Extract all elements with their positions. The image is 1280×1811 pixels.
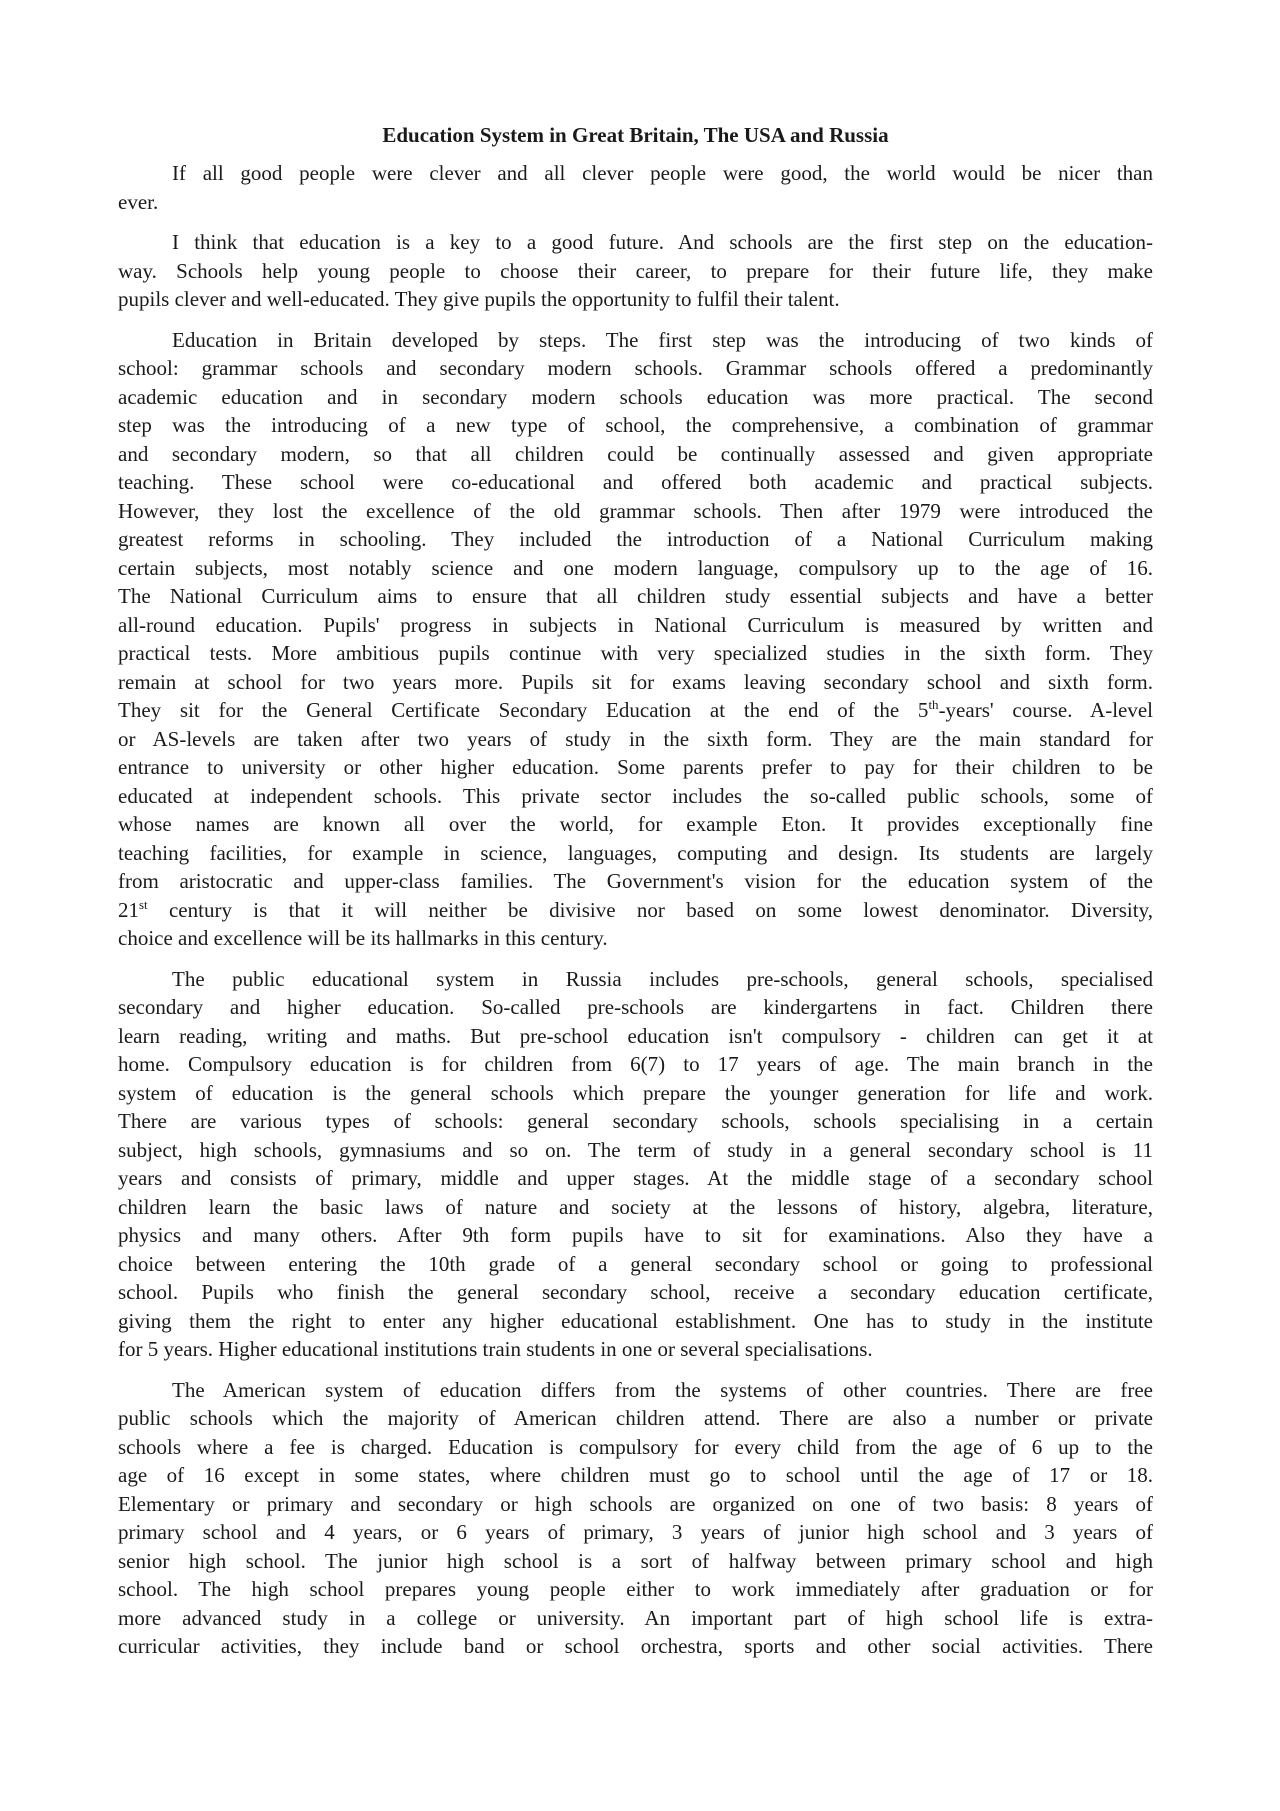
text-line: educated at independent schools. This private sector includes the so-called public schools, some of xyxy=(118,783,1153,808)
text-line: greatest reforms in schooling. They included the introduction of a National Curriculum making xyxy=(118,527,1153,551)
text-line: remain at school for two years more. Pupils sit for exams leaving secondary school and sixth form. xyxy=(118,669,1153,694)
text-line: home. Compulsory education is for children from 6(7) to 17 years of age. The main branch in the xyxy=(118,1052,1153,1076)
text-line: teaching facilities, for example in science, languages, computing and design. Its students are largely xyxy=(118,840,1153,865)
text-line: If all good people were clever and all clever people were good, the world would be nicer than xyxy=(172,161,1153,185)
text-line: I think that education is a key to a good future. And schools are the first step on the education- xyxy=(172,230,1153,254)
paragraph xyxy=(118,326,1153,953)
text-segment: 21 xyxy=(118,897,139,922)
text-line: school. Pupils who finish the general secondary school, receive a secondary education certificate, xyxy=(118,1280,1153,1304)
text-segment: -years' course. A-level xyxy=(938,698,1154,722)
text-line: children learn the basic laws of nature and society at the lessons of history, algebra, literature, xyxy=(118,1194,1153,1219)
text-line: public schools which the majority of American children attend. There are also a number or private xyxy=(118,1406,1153,1430)
text-line: whose names are known all over the world, for example Eton. It provides exceptionally fine xyxy=(118,812,1153,836)
text-line: system of education is the general schools which prepare the younger generation for life and work. xyxy=(118,1080,1153,1105)
text-line: and secondary modern, so that all children could be continually assessed and given appropriate xyxy=(118,441,1153,466)
text-line: entrance to university or other higher education. Some parents prefer to pay for their children to be xyxy=(118,755,1153,779)
text-line: school. The high school prepares young people either to work immediately after graduation or for xyxy=(118,1577,1153,1601)
text-line: choice and excellence will be its hallmarks in this century. xyxy=(118,926,608,950)
text-line: for 5 years. Higher educational institutions train students in one or several specialisations. xyxy=(118,1337,873,1361)
text-line: giving them the right to enter any higher educational establishment. One has to study in the institute xyxy=(118,1308,1153,1333)
superscript: th xyxy=(928,697,939,712)
text-line: The National Curriculum aims to ensure that all children study essential subjects and have a better xyxy=(118,584,1153,608)
text-line: way. Schools help young people to choose their career, to prepare for their future life, they make xyxy=(118,258,1153,283)
text-line: subject, high schools, gymnasiums and so on. The term of study in a general secondary school is 11 xyxy=(118,1137,1153,1162)
text-line: school: grammar schools and secondary modern schools. Grammar schools offered a predominantly xyxy=(118,356,1153,380)
text-line: The American system of education differs from the systems of other countries. There are free xyxy=(172,1377,1153,1402)
text-line: secondary and higher education. So-called pre-schools are kindergartens in fact. Children there xyxy=(118,995,1153,1019)
text-line: pupils clever and well-educated. They give pupils the opportunity to fulfil their talent. xyxy=(118,287,840,311)
text-line: certain subjects, most notably science and one modern language, compulsory up to the age of 16. xyxy=(118,555,1153,580)
text-line: age of 16 except in some states, where children must go to school until the age of 17 or 18. xyxy=(118,1463,1153,1487)
text-line: physics and many others. After 9th form pupils have to sit for examinations. Also they have a xyxy=(118,1223,1153,1247)
paragraph xyxy=(118,965,1153,1364)
text-line: all-round education. Pupils' progress in subjects in National Curriculum is measured by written and xyxy=(118,612,1153,637)
text-line: The public educational system in Russia includes pre-schools, general schools, specialised xyxy=(172,966,1153,991)
text-line: from aristocratic and upper-class families. The Government's vision for the education system of the xyxy=(118,869,1153,893)
text-line: academic education and in secondary modern schools education was more practical. The second xyxy=(118,384,1153,409)
text-line xyxy=(118,696,1153,725)
text-line: primary school and 4 years, or 6 years of primary, 3 years of junior high school and 3 years of xyxy=(118,1520,1153,1544)
text-line: choice between entering the 10th grade of a general secondary school or going to professional xyxy=(118,1251,1153,1276)
text-line: schools where a fee is charged. Education is compulsory for every child from the age of 6 up to the xyxy=(118,1434,1153,1459)
text-segment: century is that it will neither be divisive nor based on some lowest denominator. Diversity, xyxy=(147,897,1153,922)
text-line: years and consists of primary, middle and upper stages. At the middle stage of a secondary school xyxy=(118,1166,1153,1190)
text-line: There are various types of schools: general secondary schools, schools specialising in a certain xyxy=(118,1109,1153,1133)
text-line: learn reading, writing and maths. But pre-school education isn't compulsory - children can get it at xyxy=(118,1023,1153,1048)
text-line: Elementary or primary and secondary or high schools are organized on one of two basis: 8 years of xyxy=(118,1491,1153,1516)
text-line: curricular activities, they include band or school orchestra, sports and other social activities. There xyxy=(118,1634,1153,1658)
document-body xyxy=(118,159,1153,1661)
text-line xyxy=(118,896,1153,925)
text-line: ever. xyxy=(118,189,159,214)
text-line: However, they lost the excellence of the old grammar schools. Then after 1979 were introduced the xyxy=(118,498,1153,523)
text-line: step was the introducing of a new type of school, the comprehensive, a combination of grammar xyxy=(118,413,1153,437)
text-line: more advanced study in a college or university. An important part of high school life is extra- xyxy=(118,1605,1153,1630)
text-line: teaching. These school were co-educational and offered both academic and practical subjects. xyxy=(118,470,1153,494)
text-line: senior high school. The junior high school is a sort of halfway between primary school and high xyxy=(118,1548,1153,1573)
text-line: practical tests. More ambitious pupils continue with very specialized studies in the sixth form. They xyxy=(118,641,1153,665)
paragraph xyxy=(118,228,1153,314)
paragraph xyxy=(118,1376,1153,1661)
paragraph xyxy=(118,159,1153,216)
document-title: Education System in Great Britain, The USA and Russia xyxy=(382,123,889,147)
superscript: st xyxy=(139,896,148,912)
text-segment: They sit for the General Certificate Secondary Education at the end of the 5 xyxy=(118,698,929,722)
text-line: Education in Britain developed by steps. The first step was the introducing of two kinds of xyxy=(172,327,1153,352)
text-line: or AS-levels are taken after two years of study in the sixth form. They are the main standard for xyxy=(118,726,1153,751)
